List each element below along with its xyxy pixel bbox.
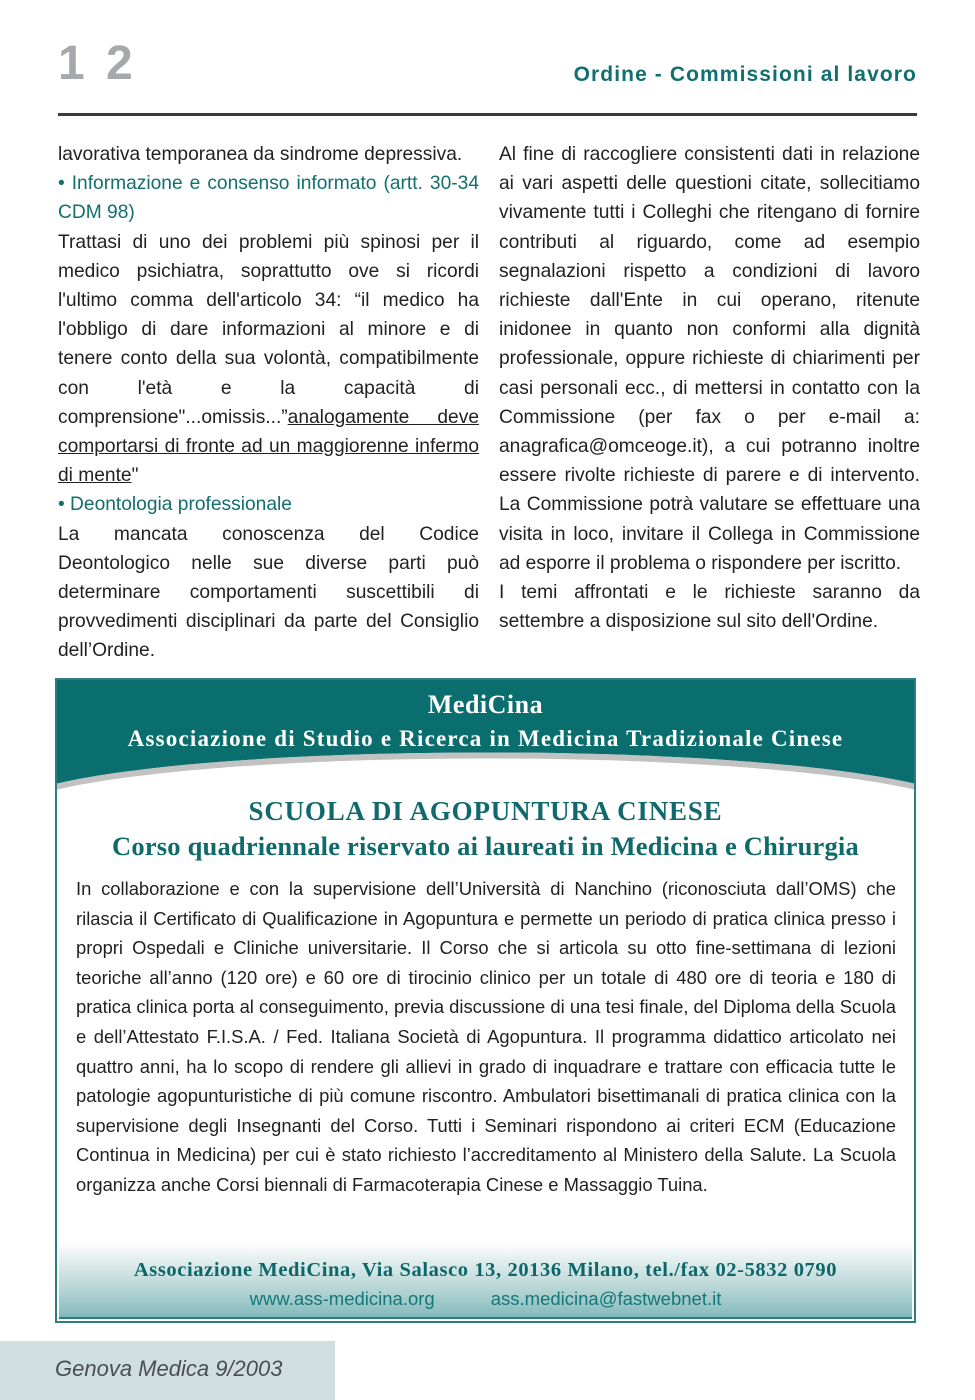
right-paragraph-1: Al fine di raccogliere consistenti dati in relazione ai vari aspetti delle questioni citate, sollecitiamo vivamente tutti i Colleghi che ritengano di fornire contributi al riguardo, come ad esempio segnalazioni rispetto a condizioni di lavoro richieste dall'Ente in cui operano, ritenute inidonee in quanto non conformi alla dignità professionale, oppure richieste di chiarimenti per casi personali ecc., di mettersi in contatto con la Commissione (per fax o per e-mail a: anagrafica@omceoge.it), a cui potranno inoltre essere rivolte richieste di parere e di intervento. La Commissione potrà valutare se effettuare una visita in loco, invitare il Collega in Commissione ad esporre il problema o rispondere per iscritto.	[499, 144, 920, 574]
advert-footer-website[interactable]: www.ass-medicina.org	[249, 1288, 435, 1309]
page-footer-band	[0, 1341, 335, 1400]
header-divider-rule	[58, 113, 917, 116]
left-paragraph-2-post: "	[131, 465, 139, 487]
left-paragraph-2-pre: Trattasi di uno dei problemi più spinosi per il medico psichiatra, soprattutto ove si ricordi l'ultimo comma dell'articolo 34: “il medico ha l'obbligo di dare informazioni al minore e di tenere conto della sua volontà, compatibilmente con l'età e la capacità di comprensione"...omissis...”	[58, 231, 479, 428]
left-paragraph-3: La mancata conoscenza del Codice Deontologico nelle sue diverse parti può determinare comportamenti suscettibili di provvedimenti disciplinari da parte del Consiglio dell’Ordine.	[58, 523, 479, 662]
advert-heading-scuola: SCUOLA DI AGOPUNTURA CINESE	[248, 796, 723, 826]
advert-subtitle: Associazione di Studio e Ricerca in Medicina Tradizionale Cinese	[127, 726, 844, 751]
article-left-column	[58, 140, 479, 666]
page-footer-label: Genova Medica 9/2003	[55, 1356, 283, 1381]
advert-contact-footer	[59, 1243, 912, 1319]
left-paragraph-2-underlined: analogamente deve comportarsi di fronte ad un maggiorenne infermo di mente	[58, 406, 479, 487]
right-paragraph-2: I temi affrontati e le richieste saranno da settembre a disposizione sul sito dell'Ordine.	[499, 582, 920, 633]
advert-heading-corso: Corso quadriennale riservato ai laureati in Medicina e Chirurgia	[112, 831, 859, 861]
page-header	[0, 0, 975, 120]
page-header-title: Ordine - Commissioni al lavoro	[573, 63, 917, 86]
advert-title: MediCina	[427, 690, 544, 719]
left-paragraph-1: lavorativa temporanea da sindrome depressiva.	[58, 144, 463, 165]
left-heading-deontologia: • Deontologia professionale	[58, 494, 292, 516]
page-number: 1 2	[58, 37, 137, 90]
article-right-column	[499, 140, 920, 636]
advert-body-text: In collaborazione e con la supervisione dell’Università di Nanchino (riconosciuta dall’OMS) che rilascia il Certificato di Qualificazione in Agopuntura e permette un periodo di pratica clinica presso i propri Ospedali e Cliniche universitarie. Il Corso che si articola su otto fine-settimana di lezioni teoriche all’anno (120 ore) e 60 ore di tirocinio clinico per un totale di 480 ore di teoria e 180 di pratica clinica porta al conseguimento, previa discussione di una tesi finale, del Diploma della Scuola e dell’Attestato F.I.S.A. / Fed. Italiana Società di Agopuntura. Il programma didattico articolato nei quattro anni, ha lo scopo di rendere gli allievi in grado di inquadrare e trattare con efficacia tutte le patologie agopunturistiche di più comune riscontro. Ambulatori bisettimanali di pratica clinica con la supervisione degli Insegnanti del Corso. Tutti i Seminari rispondono ai criteri ECM (Educazione Continua in Medicina) per cui è stato richiesto l’accreditamento al Ministero della Salute. La Scuola organizza anche Corsi biennali di Farmacoterapia Cinese e Massaggio Tuina.	[76, 878, 896, 1195]
left-paragraph-2	[58, 228, 479, 491]
advertisement-medicina	[55, 678, 916, 1323]
advert-footer-address: Associazione MediCina, Via Salasco 13, 20136 Milano, tel./fax 02-5832 0790	[133, 1259, 838, 1281]
article-body	[58, 140, 920, 665]
advert-footer-links	[59, 1288, 912, 1310]
left-heading-informazione: • Informazione e consenso informato (artt. 30-34 CDM 98)	[58, 173, 479, 224]
advert-footer-email[interactable]: ass.medicina@fastwebnet.it	[490, 1288, 722, 1309]
